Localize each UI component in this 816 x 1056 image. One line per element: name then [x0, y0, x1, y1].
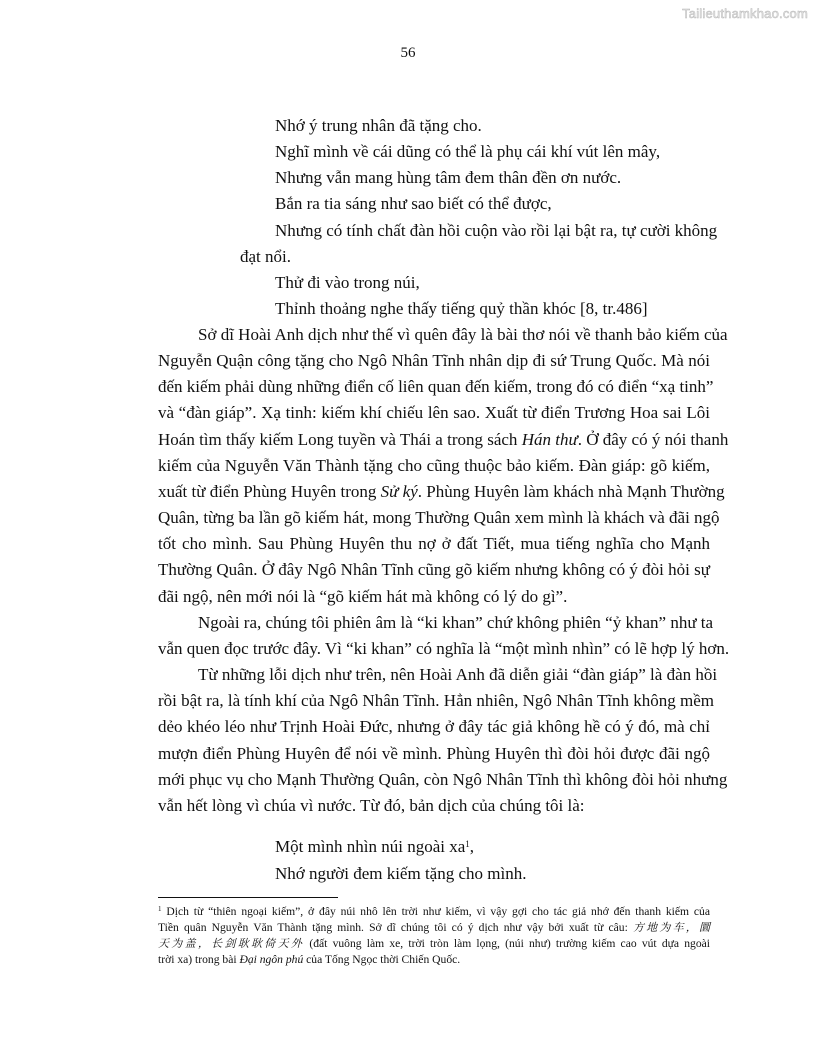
paragraph-line: Thường Quân. Ở đây Ngô Nhân Tĩnh cũng gõ kiếm nhưng không có ý đòi hỏi sự	[158, 560, 710, 579]
text: Tiền quân Nguyễn Văn Thành tặng mình. Sở dĩ chúng tôi có ý dịch như vậy bởi xuất từ câu:	[158, 921, 633, 934]
footnote-separator	[158, 897, 338, 898]
paragraph-line: Sở dĩ Hoài Anh dịch như thế vì quên đây là bài thơ nói về thanh bảo kiếm của	[198, 325, 728, 344]
paragraph-line	[158, 430, 729, 450]
paragraph-line: Từ những lỗi dịch như trên, nên Hoài Anh đã diễn giải “đàn giáp” là đàn hồi	[198, 665, 718, 684]
text: Dịch từ “thiên ngoại kiếm”, ở đây núi nhô lên trời như kiếm, vì vậy gợi cho tác giả nhớ đến thanh kiếm của	[161, 905, 710, 918]
text: trời xa) trong bài	[158, 953, 240, 966]
verse-line: Nhớ ý trung nhân đã tặng cho.	[275, 116, 482, 135]
paragraph-line	[158, 482, 725, 502]
footnote-line	[158, 952, 710, 967]
verse-line	[275, 837, 474, 857]
paragraph-line: Ngoài ra, chúng tôi phiên âm là “ki khan” chứ không phiên “ỷ khan” như ta	[198, 613, 714, 632]
paragraph-line: mới phục vụ cho Mạnh Thường Quân, còn Ngô Nhân Tĩnh thì không đòi hỏi nhưng	[158, 770, 728, 789]
book-title: Hán thư	[521, 430, 578, 449]
verse-line: Nhưng có tính chất đàn hồi cuộn vào rồi lại bật ra, tự cười không	[275, 221, 718, 240]
paragraph-line: Nguyễn Quận công tặng cho Ngô Nhân Tĩnh nhân dịp đi sứ Trung Quốc. Mà nói	[158, 351, 710, 370]
verse-line: Nghĩ mình về cái dũng có thể là phụ cái khí vút lên mây,	[275, 142, 661, 161]
chinese-text: 方地为车，圜	[632, 921, 711, 934]
footnote-line	[158, 920, 710, 935]
footnote-marker: 1	[158, 905, 162, 913]
text: . Ở đây có ý nói thanh	[577, 430, 729, 449]
watermark: Tailieuthamkhao.com	[682, 6, 808, 21]
paragraph-line: vẫn hết lòng vì chúa vì nước. Từ đó, bản dịch của chúng tôi là:	[158, 796, 585, 815]
footnote-ref[interactable]: 1	[465, 839, 470, 849]
footnote-line	[158, 936, 710, 951]
paragraph-line: Quân, từng ba lần gõ kiếm hát, mong Thường Quân xem mình là khách và đãi ngộ	[158, 508, 720, 527]
paragraph-line: và “đàn giáp”. Xạ tinh: kiếm khí chiếu lên sao. Xuất từ điển Trương Hoa sai Lôi	[158, 403, 710, 422]
verse-line: Thỉnh thoảng nghe thấy tiếng quỷ thần khóc [8, tr.486]	[275, 299, 648, 318]
text: . Phùng Huyên làm khách nhà Mạnh Thường	[417, 482, 725, 501]
text: xuất từ điển Phùng Huyên trong	[158, 482, 381, 501]
verse-line: Nhưng vẫn mang hùng tâm đem thân đền ơn nước.	[275, 168, 622, 187]
paragraph-line: đến kiếm phải dùng những điển cố liên quan đến kiếm, trong đó có điển “xạ tinh”	[158, 377, 714, 396]
paragraph-line: vẫn quen đọc trước đây. Vì “ki khan” có nghĩa là “một mình nhìn” có lẽ hợp lý hơn.	[158, 639, 730, 658]
work-title: Đại ngôn phú	[239, 953, 304, 966]
text: Một mình nhìn núi ngoài xa	[275, 837, 466, 856]
paragraph-line: rồi bật ra, là tính khí của Ngô Nhân Tĩnh. Hẳn nhiên, Ngô Nhân Tĩnh không mềm	[158, 691, 715, 710]
text: (đất vuông làm xe, trời tròn làm lọng, (núi như) trường kiếm cao vút dựa ngoài	[304, 937, 710, 950]
text: Hoán tìm thấy kiếm Long tuyền và Thái a trong sách	[158, 430, 522, 449]
footnote-line	[158, 904, 710, 919]
verse-line: Thử đi vào trong núi,	[275, 273, 420, 292]
paragraph-line: dẻo khéo léo như Trịnh Hoài Đức, nhưng ở đây tác giả không hề có ý đó, mà chỉ	[158, 717, 710, 736]
verse-line: Bắn ra tia sáng như sao biết có thể được,	[275, 194, 552, 213]
verse-line: đạt nổi.	[240, 247, 291, 266]
text: ,	[469, 837, 475, 856]
chinese-text: 天为盖，长剑耿耿倚天外	[158, 937, 305, 950]
paragraph-line: tốt cho mình. Sau Phùng Huyên thu nợ ở đất Tiết, mua tiếng nghĩa cho Mạnh	[158, 534, 710, 553]
paragraph-line: kiếm của Nguyễn Văn Thành tặng cho cũng thuộc bảo kiếm. Đàn giáp: gõ kiếm,	[158, 456, 710, 475]
page-number: 56	[400, 45, 416, 61]
verse-line: Nhớ người đem kiếm tặng cho mình.	[275, 864, 527, 883]
text: của Tống Ngọc thời Chiến Quốc.	[303, 953, 461, 966]
book-title: Sử ký	[380, 482, 418, 501]
paragraph-line: mượn điển Phùng Huyên để nói về mình. Phùng Huyên thì đòi hỏi được đãi ngộ	[158, 744, 710, 763]
paragraph-line: đãi ngộ, nên mới nói là “gõ kiếm hát mà không có lý do gì”.	[158, 587, 568, 606]
